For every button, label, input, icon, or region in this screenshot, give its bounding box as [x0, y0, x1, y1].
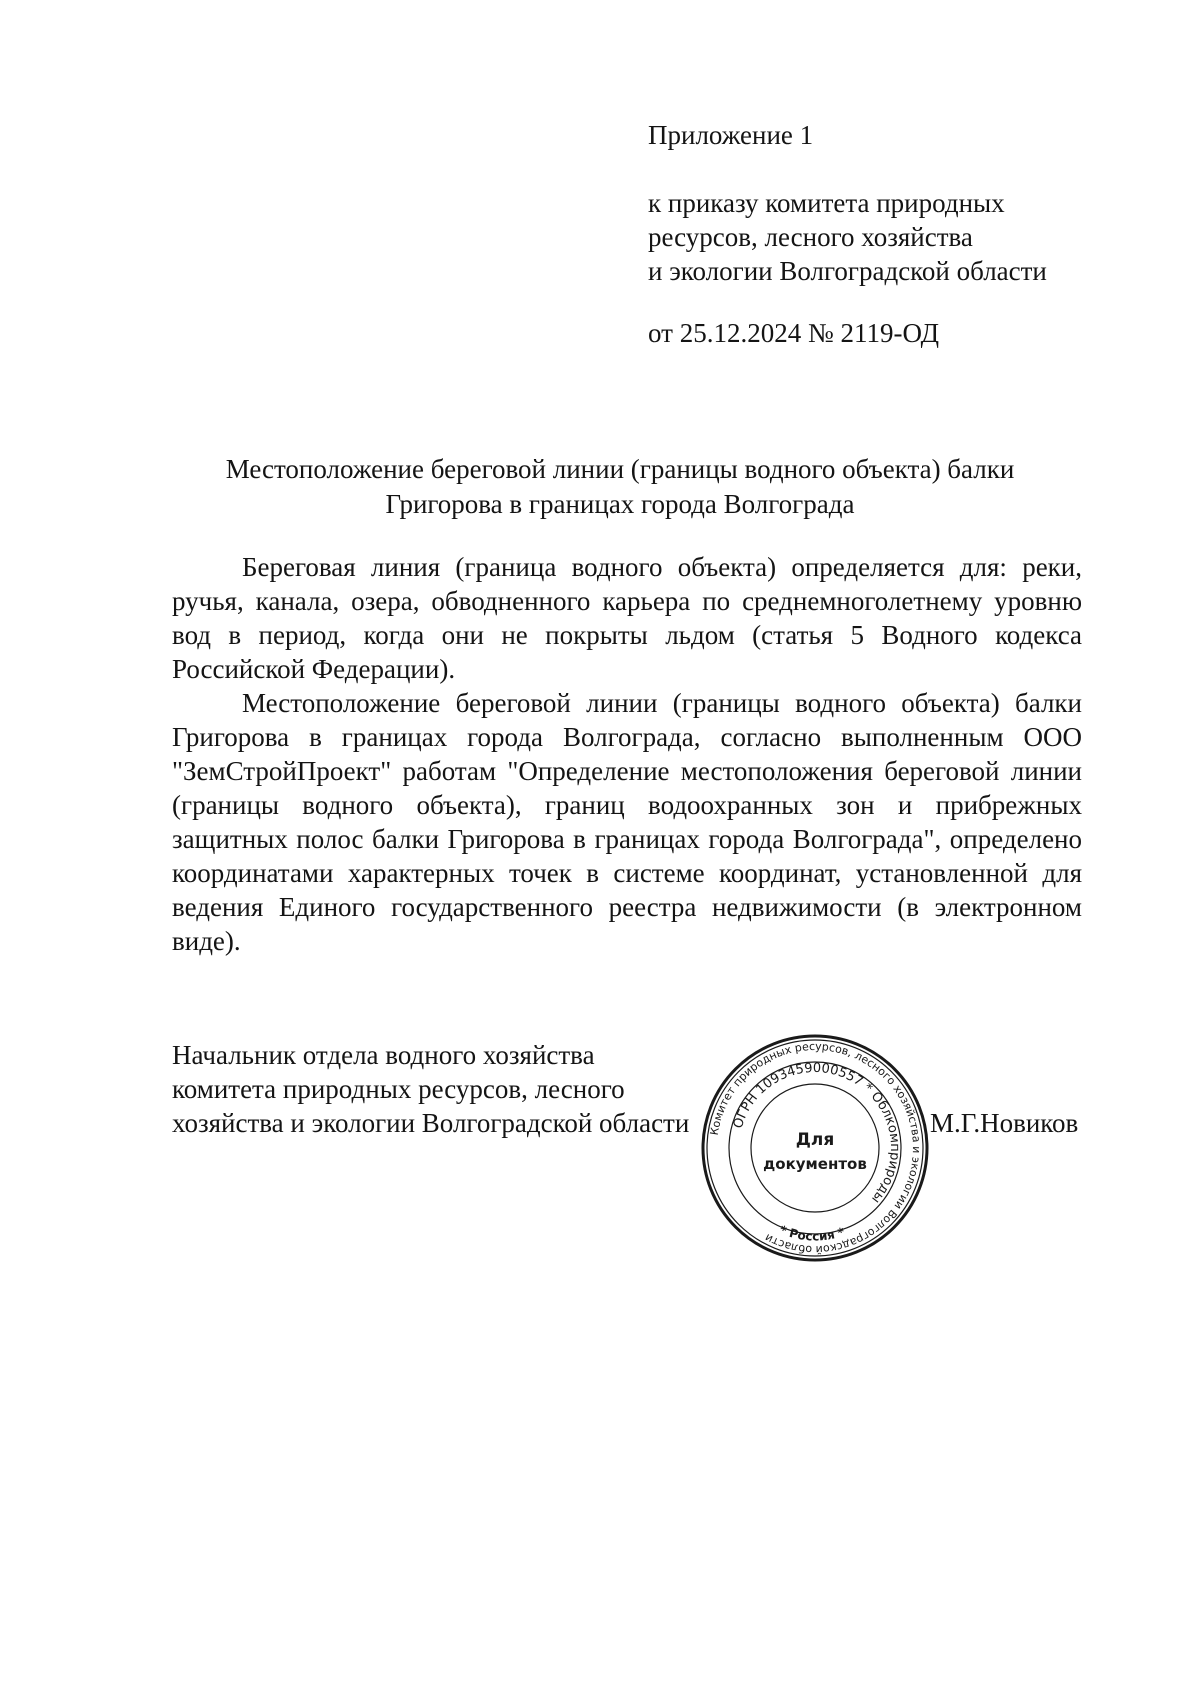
seal-outer-text: Комитет природных ресурсов, лесного хозяйства и экологии Волгоградской области [707, 1039, 924, 1257]
signer-name: М.Г.Новиков [930, 1108, 1079, 1138]
signature-position-line: комитета природных ресурсов, лесного [172, 1074, 625, 1104]
body-paragraph: Местоположение береговой линии (границы водного объекта) балки Григорова в границах города Волгограда, согласно выполненным ООО "ЗемСтройПроект" работам "Определение местоположения береговой линии (границы водного объекта), границ водоохранных зон и прибрежных защитных полос балки Григорова в границах города Волгограда", определено координатами характерных точек в системе координат, установленной для ведения Единого государственного реестра недвижимости (в электронном виде). [172, 688, 1082, 956]
official-seal [700, 1033, 930, 1263]
document-body [172, 550, 1082, 958]
seal-bottom-text: * Россия * [777, 1222, 847, 1244]
seal-inner-text: ОГРН 1093459000557 * Облкомприроды [730, 1060, 903, 1207]
signature-position [172, 1038, 689, 1140]
annex-title: Приложение 1 [648, 120, 814, 150]
signature-position-line: Начальник отдела водного хозяйства [172, 1040, 595, 1070]
body-paragraph: Береговая линия (граница водного объекта) определяется для: реки, ручья, канала, озера, обводненного карьера по среднемноголетнему уровню вод в период, когда они не покрыты льдом (статья 5 Водного кодекса Российской Федерации). [172, 552, 1082, 684]
annex-order-line: и экологии Волгоградской области [648, 256, 1047, 286]
annex-order-line: к приказу комитета природных [648, 188, 1005, 218]
document-title [160, 452, 1080, 522]
signature-position-line: хозяйства и экологии Волгоградской области [172, 1108, 690, 1138]
seal-graphic [700, 1033, 930, 1263]
document-title-line: Григорова в границах города Волгограда [385, 489, 855, 519]
seal-center-line-2: документов [763, 1155, 867, 1173]
annex-order-line: ресурсов, лесного хозяйства [648, 222, 973, 252]
annex-order-reference [648, 186, 1047, 288]
annex-date-number: от 25.12.2024 № 2119-ОД [648, 318, 940, 348]
document-title-line: Местоположение береговой линии (границы водного объекта) балки [225, 454, 1015, 484]
seal-center-line-1: Для [795, 1130, 835, 1150]
